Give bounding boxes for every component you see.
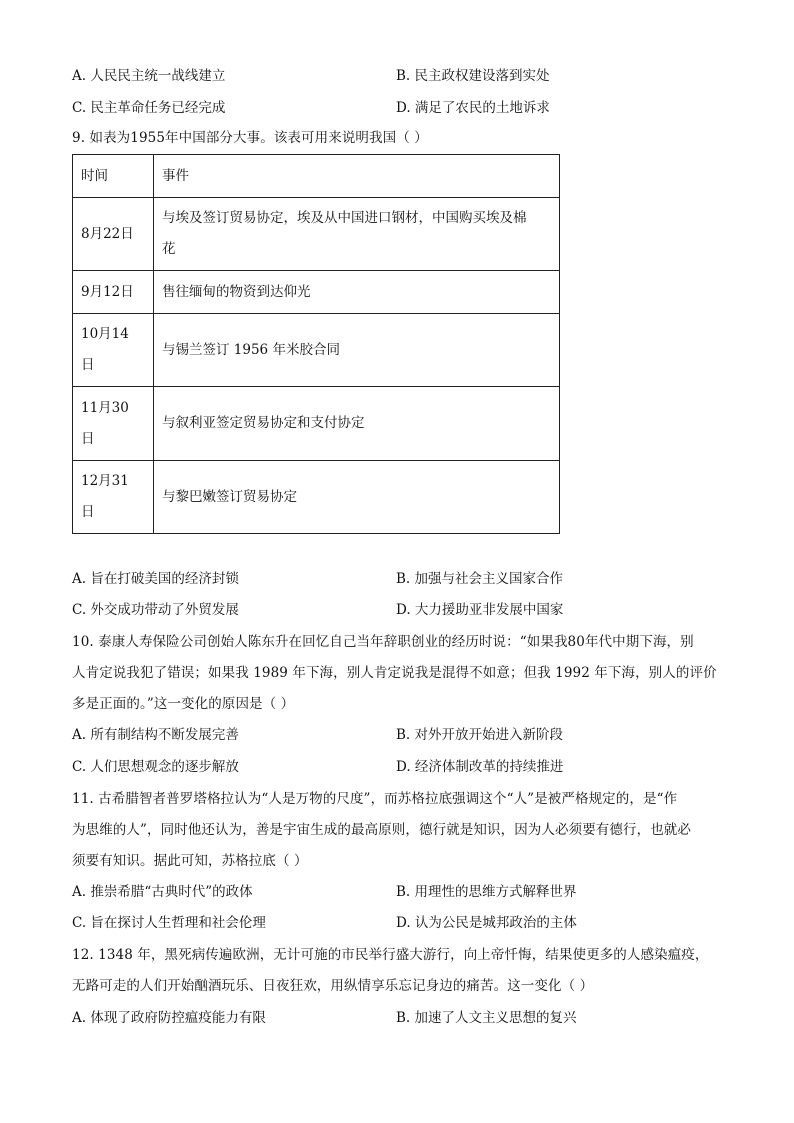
q9-options-row-1 (72, 569, 732, 589)
q11-options-row-2 (72, 913, 732, 933)
table-cell-event: 与锡兰签订 1956 年米胶合同 (154, 314, 560, 387)
time-line: 12月31 (81, 473, 129, 489)
table-row (73, 314, 560, 387)
q9-option-a: A. 旨在打破美国的经济封锁 (72, 571, 239, 587)
q11-option-a: A. 推崇希腊“古典时代”的政体 (72, 884, 253, 900)
q8-options-row-1 (72, 66, 732, 86)
q8-option-d: D. 满足了农民的土地诉求 (396, 100, 550, 116)
q12-option-b: B. 加速了人文主义思想的复兴 (396, 1010, 577, 1026)
q11-option-c: C. 旨在探讨人生哲理和社会伦理 (72, 915, 266, 931)
table-cell-time (73, 314, 154, 387)
q9-option-b: B. 加强与社会主义国家合作 (396, 571, 564, 587)
time-line: 日 (81, 357, 95, 373)
table-row (73, 461, 560, 534)
q8-option-c: C. 民主革命任务已经完成 (72, 100, 226, 116)
q12-stem-line-1: 12. 1348 年，黑死病传遍欧洲，无计可施的市民举行盛大游行，向上帝忏悔，结果使更多的人感染瘟疫， (72, 947, 709, 963)
q10-option-a: A. 所有制结构不断发展完善 (72, 727, 239, 743)
table-cell-event: 与叙利亚签定贸易协定和支付协定 (154, 387, 560, 461)
q8-options-row-2 (72, 98, 732, 118)
q9-stem: 9. 如表为1955年中国部分大事。该表可用来说明我国（ ） (72, 130, 428, 146)
q10-option-b: B. 对外开放开始进入新阶段 (396, 727, 564, 743)
q10-stem-line-3: 多是正面的。”这一变化的原因是（ ） (72, 696, 295, 712)
q8-option-a: A. 人民民主统一战线建立 (72, 68, 226, 84)
q9-option-c: C. 外交成功带动了外贸发展 (72, 602, 239, 618)
q10-option-c: C. 人们思想观念的逐步解放 (72, 759, 239, 775)
q10-option-d: D. 经济体制改革的持续推进 (396, 759, 564, 775)
table-header-event: 事件 (154, 155, 560, 198)
q12-options-row-1 (72, 1008, 732, 1028)
q10-stem-line-2: 人肯定说我犯了错误；如果我 1989 年下海，别人肯定说我是混得不如意；但我 1992 年下海，别人的评价 (72, 665, 717, 681)
q9-option-d: D. 大力援助亚非发展中国家 (396, 602, 564, 618)
q12-stem-line-2: 无路可走的人们开始酗酒玩乐、日夜狂欢，用纵情享乐忘记身边的痛苦。这一变化（ ） (72, 978, 594, 994)
q11-stem-line-2: 为思维的人”，同时他还认为，善是宇宙生成的最高原则，德行就是知识，因为人必须要有德行，也就必 (72, 822, 691, 838)
time-line: 日 (81, 430, 95, 447)
table-cell-event (154, 198, 560, 271)
table-cell-event: 售往缅甸的物资到达仰光 (154, 271, 560, 314)
event-line: 与埃及签订贸易协定，埃及从中国进口钢材，中国购买埃及棉 (162, 210, 527, 226)
q11-option-b: B. 用理性的思维方式解释世界 (396, 884, 577, 900)
event-line: 花 (162, 241, 176, 257)
table-row (73, 198, 560, 271)
q11-stem-line-1: 11. 古希腊智者普罗塔格拉认为“人是万物的尺度”，而苏格拉底强调这个“人”是被严格规定的，是“作 (72, 791, 678, 807)
q10-options-row-1 (72, 725, 732, 745)
table-cell-time (73, 387, 154, 461)
q9-options-row-2 (72, 600, 732, 620)
table-row (73, 387, 560, 461)
table-header-time: 时间 (73, 155, 154, 198)
time-line: 日 (81, 504, 95, 520)
q10-stem-line-1: 10. 泰康人寿保险公司创始人陈东升在回忆自己当年辞职创业的经历时说：“如果我80年代中期下海，别 (72, 634, 694, 650)
q11-options-row-1 (72, 882, 732, 902)
table-cell-time (73, 461, 154, 534)
q10-options-row-2 (72, 757, 732, 777)
q11-option-d: D. 认为公民是城邦政治的主体 (396, 915, 577, 931)
table-cell-event: 与黎巴嫩签订贸易协定 (154, 461, 560, 534)
table-cell-time: 9月12日 (73, 271, 154, 314)
time-line: 11月30 (81, 399, 129, 416)
q11-stem-line-3: 须要有知识。据此可知，苏格拉底（ ） (72, 853, 308, 869)
time-line: 10月14 (81, 326, 129, 342)
table-cell-time: 8月22日 (73, 198, 154, 271)
q9-table (72, 154, 560, 534)
table-header-row (73, 155, 560, 198)
q8-option-b: B. 民主政权建设落到实处 (396, 68, 550, 84)
q12-option-a: A. 体现了政府防控瘟疫能力有限 (72, 1010, 266, 1026)
table-row (73, 271, 560, 314)
